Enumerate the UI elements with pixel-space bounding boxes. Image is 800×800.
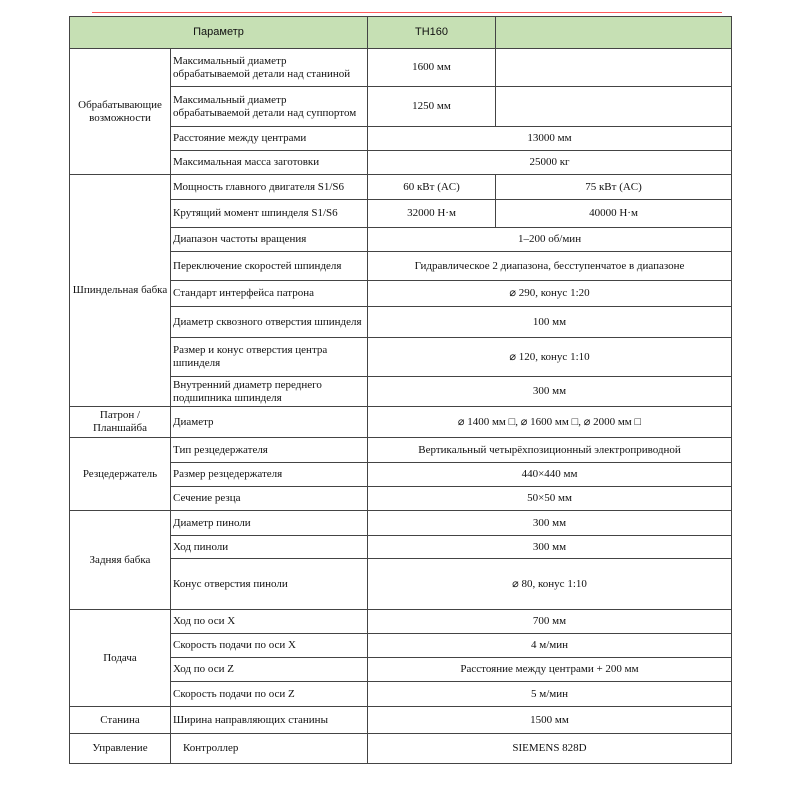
value-cell: 13000 мм (368, 127, 732, 151)
param-cell: Скорость подачи по оси X (171, 634, 368, 658)
table-row (70, 49, 732, 87)
param-cell: Мощность главного двигателя S1/S6 (171, 175, 368, 200)
category-cell: Резцедержатель (70, 438, 171, 511)
param-cell: Скорость подачи по оси Z (171, 682, 368, 707)
param-cell: Максимальная масса заготовки (171, 151, 368, 175)
param-cell: Максимальный диаметр обрабатываемой детали над суппортом (171, 87, 368, 127)
table-header-row (70, 17, 732, 49)
category-cell: Станина (70, 707, 171, 734)
category-cell: Патрон / Планшайба (70, 407, 171, 438)
specs-table (69, 16, 732, 764)
header-extra (496, 17, 732, 49)
value-cell: 300 мм (368, 511, 732, 536)
value-cell: 75 кВт (AC) (496, 175, 732, 200)
value-cell: 300 мм (368, 536, 732, 559)
value-cell: 5 м/мин (368, 682, 732, 707)
param-cell: Сечение резца (171, 487, 368, 511)
table-row (70, 610, 732, 634)
param-cell: Диаметр сквозного отверстия шпинделя (171, 307, 368, 338)
param-cell: Ширина направляющих станины (171, 707, 368, 734)
value-cell: SIEMENS 828D (368, 734, 732, 764)
param-cell: Стандарт интерфейса патрона (171, 281, 368, 307)
value-cell: ⌀ 290, конус 1:20 (368, 281, 732, 307)
value-cell: 440×440 мм (368, 463, 732, 487)
param-cell: Размер и конус отверстия центра шпинделя (171, 338, 368, 377)
value-cell: ⌀ 120, конус 1:10 (368, 338, 732, 377)
param-cell: Крутящий момент шпинделя S1/S6 (171, 200, 368, 228)
value-cell: 300 мм (368, 377, 732, 407)
value-cell: 1500 мм (368, 707, 732, 734)
value-cell: Гидравлическое 2 диапазона, бесступенчатое в диапазоне (368, 252, 732, 281)
param-cell: Переключение скоростей шпинделя (171, 252, 368, 281)
value-cell: 25000 кг (368, 151, 732, 175)
category-cell: Шпиндельная бабка (70, 175, 171, 407)
table-row (70, 407, 732, 438)
value-cell: ⌀ 1400 мм □, ⌀ 1600 мм □, ⌀ 2000 мм □ (368, 407, 732, 438)
table-row (70, 707, 732, 734)
param-cell: Ход пиноли (171, 536, 368, 559)
value-cell: 50×50 мм (368, 487, 732, 511)
category-cell: Подача (70, 610, 171, 707)
table-row (70, 734, 732, 764)
category-cell: Управление (70, 734, 171, 764)
param-cell: Ход по оси X (171, 610, 368, 634)
header-model: TH160 (368, 17, 496, 49)
value-cell: 100 мм (368, 307, 732, 338)
table-row (70, 511, 732, 536)
header-param-label: Параметр (70, 17, 368, 49)
param-cell: Размер резцедержателя (171, 463, 368, 487)
param-cell: Расстояние между центрами (171, 127, 368, 151)
category-cell: Обрабатывающие возможности (70, 49, 171, 175)
param-cell: Диаметр (171, 407, 368, 438)
param-cell: Диапазон частоты вращения (171, 228, 368, 252)
param-cell: Максимальный диаметр обрабатываемой детали над станиной (171, 49, 368, 87)
top-divider-line (92, 12, 722, 13)
value-cell: 1–200 об/мин (368, 228, 732, 252)
value-cell: 700 мм (368, 610, 732, 634)
param-cell: Диаметр пиноли (171, 511, 368, 536)
value-cell: 1250 мм (368, 87, 496, 127)
value-cell: 4 м/мин (368, 634, 732, 658)
param-cell: Конус отверстия пиноли (171, 559, 368, 610)
value-cell (496, 49, 732, 87)
value-cell: ⌀ 80, конус 1:10 (368, 559, 732, 610)
param-cell: Контроллер (171, 734, 368, 764)
param-cell: Ход по оси Z (171, 658, 368, 682)
value-cell: 1600 мм (368, 49, 496, 87)
param-cell: Внутренний диаметр переднего подшипника шпинделя (171, 377, 368, 407)
category-cell: Задняя бабка (70, 511, 171, 610)
value-cell: Расстояние между центрами + 200 мм (368, 658, 732, 682)
table-row (70, 175, 732, 200)
value-cell: 32000 Н·м (368, 200, 496, 228)
param-cell: Тип резцедержателя (171, 438, 368, 463)
table-row (70, 438, 732, 463)
value-cell (496, 87, 732, 127)
value-cell: 60 кВт (AC) (368, 175, 496, 200)
value-cell: 40000 Н·м (496, 200, 732, 228)
value-cell: Вертикальный четырёхпозиционный электроприводной (368, 438, 732, 463)
